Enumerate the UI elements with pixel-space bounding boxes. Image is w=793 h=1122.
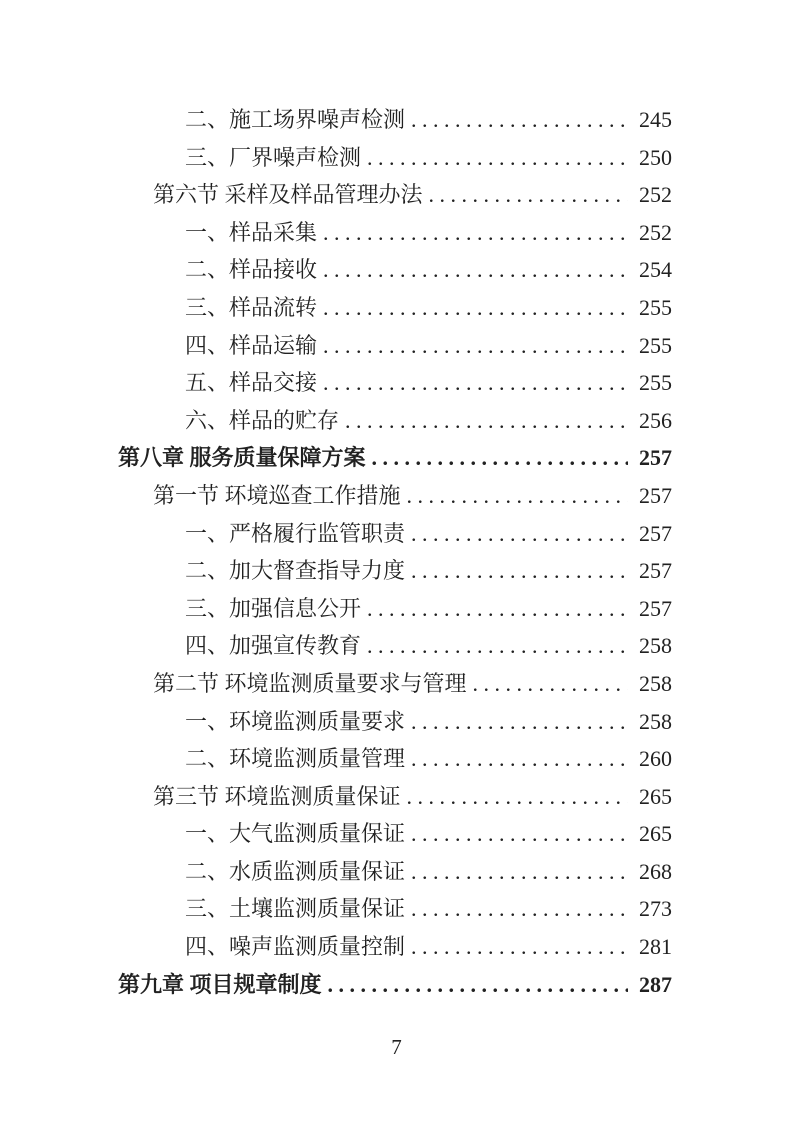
dot-leader bbox=[411, 740, 628, 778]
toc-entry-title: 四、加强宣传教育 bbox=[185, 633, 362, 659]
toc-entry-title: 三、加强信息公开 bbox=[185, 595, 362, 621]
toc-entry-title: 四、样品运输 bbox=[185, 332, 318, 358]
toc-entry-title: 第九章 项目规章制度 bbox=[118, 971, 322, 997]
dot-leader bbox=[411, 515, 628, 553]
dot-leader bbox=[429, 176, 628, 214]
dot-leader bbox=[328, 966, 628, 1004]
toc-entry-title: 三、样品流转 bbox=[185, 294, 318, 320]
toc-entry[interactable] bbox=[118, 815, 672, 853]
dot-leader bbox=[407, 778, 628, 816]
footer-page-number: 7 bbox=[391, 1035, 402, 1059]
toc-entry[interactable] bbox=[118, 327, 672, 365]
toc-entry-page: 258 bbox=[639, 670, 672, 696]
dot-leader bbox=[367, 627, 628, 665]
toc-entry[interactable] bbox=[118, 703, 672, 741]
toc-entry[interactable] bbox=[118, 928, 672, 966]
toc-entry[interactable] bbox=[118, 853, 672, 891]
dot-leader bbox=[473, 665, 628, 703]
toc-entry[interactable] bbox=[118, 214, 672, 252]
toc-entry-title: 一、严格履行监管职责 bbox=[185, 520, 406, 546]
toc-entry-page: 257 bbox=[639, 595, 672, 621]
toc-entry[interactable] bbox=[118, 890, 672, 928]
dot-leader bbox=[411, 815, 628, 853]
toc-entry-page: 257 bbox=[639, 482, 672, 508]
toc-entry-title: 第三节 环境监测质量保证 bbox=[153, 783, 401, 809]
dot-leader bbox=[411, 552, 628, 590]
toc-entry[interactable] bbox=[118, 139, 672, 177]
toc-entry-page: 255 bbox=[639, 332, 672, 358]
toc-entry-title: 二、水质监测质量保证 bbox=[185, 858, 406, 884]
toc-entry-page: 256 bbox=[639, 407, 672, 433]
toc-entry-title: 二、环境监测质量管理 bbox=[185, 746, 406, 772]
dot-leader bbox=[367, 590, 628, 628]
toc-list bbox=[118, 101, 672, 1003]
toc-entry[interactable] bbox=[118, 289, 672, 327]
dot-leader bbox=[407, 477, 628, 515]
toc-entry-page: 287 bbox=[639, 971, 672, 997]
toc-entry-page: 252 bbox=[639, 219, 672, 245]
toc-entry[interactable] bbox=[118, 740, 672, 778]
toc-entry-page: 268 bbox=[639, 858, 672, 884]
toc-entry-page: 257 bbox=[639, 445, 672, 471]
toc-entry-page: 245 bbox=[639, 107, 672, 132]
toc-entry-page: 265 bbox=[639, 783, 672, 809]
toc-entry[interactable] bbox=[118, 552, 672, 590]
dot-leader bbox=[323, 251, 628, 289]
toc-entry-title: 六、样品的贮存 bbox=[185, 407, 340, 433]
dot-leader bbox=[323, 289, 628, 327]
toc-entry[interactable] bbox=[118, 176, 672, 214]
dot-leader bbox=[323, 364, 628, 402]
toc-entry-page: 260 bbox=[639, 746, 672, 772]
toc-entry-title: 一、样品采集 bbox=[185, 219, 318, 245]
dot-leader bbox=[345, 402, 628, 440]
toc-entry[interactable] bbox=[118, 515, 672, 553]
toc-entry-title: 二、施工场界噪声检测 bbox=[185, 107, 406, 132]
toc-entry-title: 五、样品交接 bbox=[185, 370, 318, 396]
toc-entry[interactable] bbox=[118, 477, 672, 515]
toc-entry-page: 273 bbox=[639, 896, 672, 922]
toc-entry-title: 一、环境监测质量要求 bbox=[185, 708, 406, 734]
toc-entry[interactable] bbox=[118, 101, 672, 139]
toc-entry-page: 257 bbox=[639, 558, 672, 584]
toc-entry-title: 三、土壤监测质量保证 bbox=[185, 896, 406, 922]
toc-entry-page: 257 bbox=[639, 520, 672, 546]
toc-entry-page: 265 bbox=[639, 821, 672, 847]
toc-entry-title: 一、大气监测质量保证 bbox=[185, 821, 406, 847]
dot-leader bbox=[323, 327, 628, 365]
toc-entry-title: 第六节 采样及样品管理办法 bbox=[153, 182, 423, 208]
toc-entry[interactable] bbox=[118, 402, 672, 440]
toc-entry[interactable] bbox=[118, 439, 672, 477]
toc-entry[interactable] bbox=[118, 778, 672, 816]
toc-entry[interactable] bbox=[118, 665, 672, 703]
dot-leader bbox=[411, 703, 628, 741]
toc-entry-title: 二、加大督查指导力度 bbox=[185, 558, 406, 584]
toc-entry[interactable] bbox=[118, 590, 672, 628]
toc-entry[interactable] bbox=[118, 251, 672, 289]
toc-entry[interactable] bbox=[118, 364, 672, 402]
toc-entry-title: 第一节 环境巡查工作措施 bbox=[153, 482, 401, 508]
toc-entry-title: 第八章 服务质量保障方案 bbox=[118, 445, 366, 471]
toc-entry-page: 281 bbox=[639, 934, 672, 960]
dot-leader bbox=[367, 139, 628, 177]
toc-entry[interactable] bbox=[118, 966, 672, 1004]
toc-entry-page: 258 bbox=[639, 633, 672, 659]
toc-entry-page: 255 bbox=[639, 294, 672, 320]
toc-entry-page: 258 bbox=[639, 708, 672, 734]
toc-entry-page: 254 bbox=[639, 257, 672, 283]
toc-entry-title: 四、噪声监测质量控制 bbox=[185, 934, 406, 960]
dot-leader bbox=[411, 928, 628, 966]
toc-entry-page: 255 bbox=[639, 370, 672, 396]
dot-leader bbox=[411, 890, 628, 928]
dot-leader bbox=[372, 439, 628, 477]
toc-entry-page: 252 bbox=[639, 182, 672, 208]
dot-leader bbox=[323, 214, 628, 252]
toc-entry-title: 第二节 环境监测质量要求与管理 bbox=[153, 670, 467, 696]
toc-entry[interactable] bbox=[118, 627, 672, 665]
toc-entry-title: 二、样品接收 bbox=[185, 257, 318, 283]
dot-leader bbox=[411, 101, 628, 139]
dot-leader bbox=[411, 853, 628, 891]
toc-entry-title: 三、厂界噪声检测 bbox=[185, 144, 362, 170]
toc-entry-page: 250 bbox=[639, 144, 672, 170]
